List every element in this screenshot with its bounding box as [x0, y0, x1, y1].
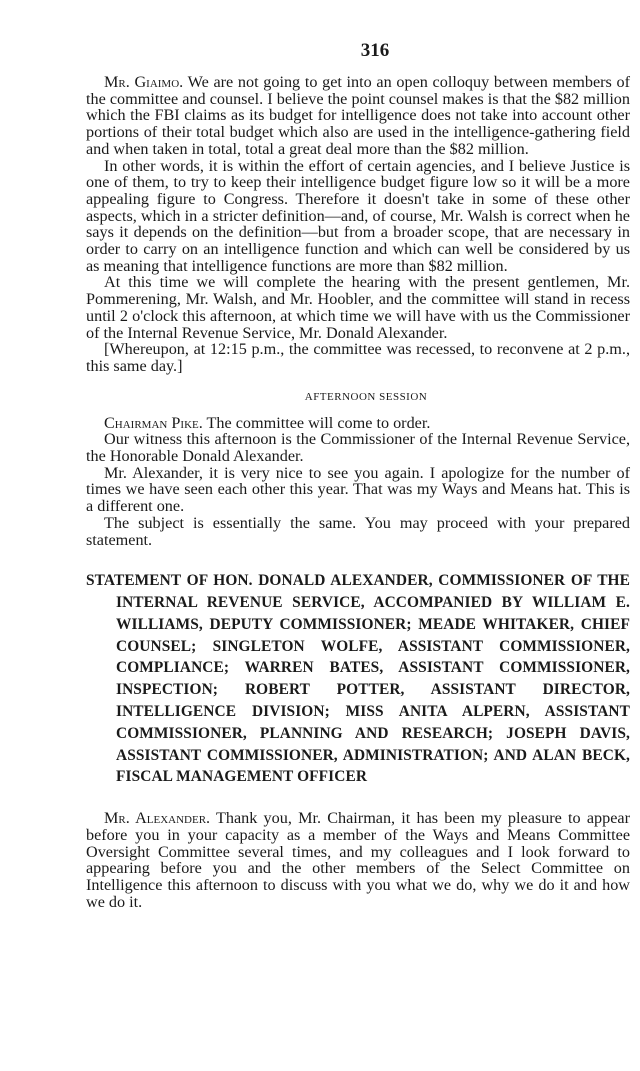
paragraph — [86, 274, 630, 341]
paragraph — [86, 158, 630, 275]
page-number: 316 — [360, 40, 390, 61]
paragraph — [86, 415, 630, 432]
paragraph-text: [Whereupon, at 12:15 p.m., the committee was recessed, to reconvene at 2 p.m., this same day.] — [86, 340, 630, 375]
paragraph — [86, 810, 630, 910]
transcript-afternoon — [86, 415, 630, 549]
transcript-statement — [86, 810, 630, 910]
statement-heading: STATEMENT OF HON. DONALD ALEXANDER, COMMISSIONER OF THE INTERNAL REVENUE SERVICE, ACCOMPANIED BY WILLIAM E. WILLIAMS, DEPUTY COMMISSIONER; MEADE WHITAKER, CHIEF COUNSEL; SINGLETON WOLFE, ASSISTANT COMMISSIONER, COMPLIANCE; WARREN BATES, ASSISTANT COMMISSIONER, INSPECTION; ROBERT POTTER, ASSISTANT DIRECTOR, INTELLIGENCE DIVISION; MISS ANITA ALPERN, ASSISTANT COMMISSIONER, PLANNING AND RESEARCH; JOSEPH DAVIS, ASSISTANT COMMISSIONER, ADMINISTRATION; AND ALAN BECK, FISCAL MANAGEMENT OFFICER — [86, 572, 630, 786]
paragraph — [86, 74, 630, 158]
paragraph — [86, 431, 630, 464]
paragraph-text: The committee will come to order. — [202, 413, 431, 432]
paragraph-text: We are not going to get into an open colloquy between members of the committee and counsel. I believe the point counsel makes is that the $82 million which the FBI claims as its budget for intelligence does not take into account other portions of their total budget which also are used in the intelligence-gathering field and when taken in total, total a great deal more than the $82 million. — [86, 73, 630, 158]
paragraph — [86, 515, 630, 548]
paragraph-text: Thank you, Mr. Chairman, it has been my pleasure to appear before you in your capacity as a member of the Ways and Means Committee Oversight Committee several times, and my colleagues and I look forward to appearing before you and the other members of the Select Committee on Intelligence this afternoon to discuss with you what we do, why we do it and how we do it. — [86, 809, 630, 911]
speaker-name: Chairman Pike. — [104, 413, 203, 432]
paragraph-text: Mr. Alexander, it is very nice to see you again. I apologize for the number of times we have seen each other this year. That was my Ways and Means hat. This is a different one. — [86, 463, 630, 516]
paragraph-text: In other words, it is within the effort of certain agencies, and I believe Justice is one of them, to try to keep their intelligence budget figure low so it will be a more appealing figure to Congress. Therefore it doesn't take in some of these other aspects, which in a stricter definition—and, of course, Mr. Walsh is correct when he says it depends on the definition—but from a broader scope, that are necessary in order to carry on an intelligence function and which can well be considered by us as meaning that intelligence functions are more than $82 million. — [86, 156, 630, 275]
document-page — [86, 40, 630, 910]
speaker-name: Mr. Alexander. — [104, 809, 211, 828]
paragraph — [86, 341, 630, 374]
afternoon-session-heading: AFTERNOON SESSION — [304, 390, 428, 403]
paragraph — [86, 465, 630, 515]
paragraph-text: The subject is essentially the same. You may proceed with your prepared statement. — [86, 513, 630, 549]
speaker-name: Mr. Giaimo. — [104, 73, 184, 91]
paragraph-text: At this time we will complete the hearing with the present gentlemen, Mr. Pommerening, Mr. Walsh, and Mr. Hoobler, and the committee will stand in recess until 2 o'clock this afternoon, at which time we will have with us the Commissioner of the Internal Revenue Service, Mr. Donald Alexander. — [86, 273, 630, 342]
transcript-top — [86, 74, 630, 375]
paragraph-text: Our witness this afternoon is the Commissioner of the Internal Revenue Service, the Honorable Donald Alexander. — [86, 430, 630, 466]
